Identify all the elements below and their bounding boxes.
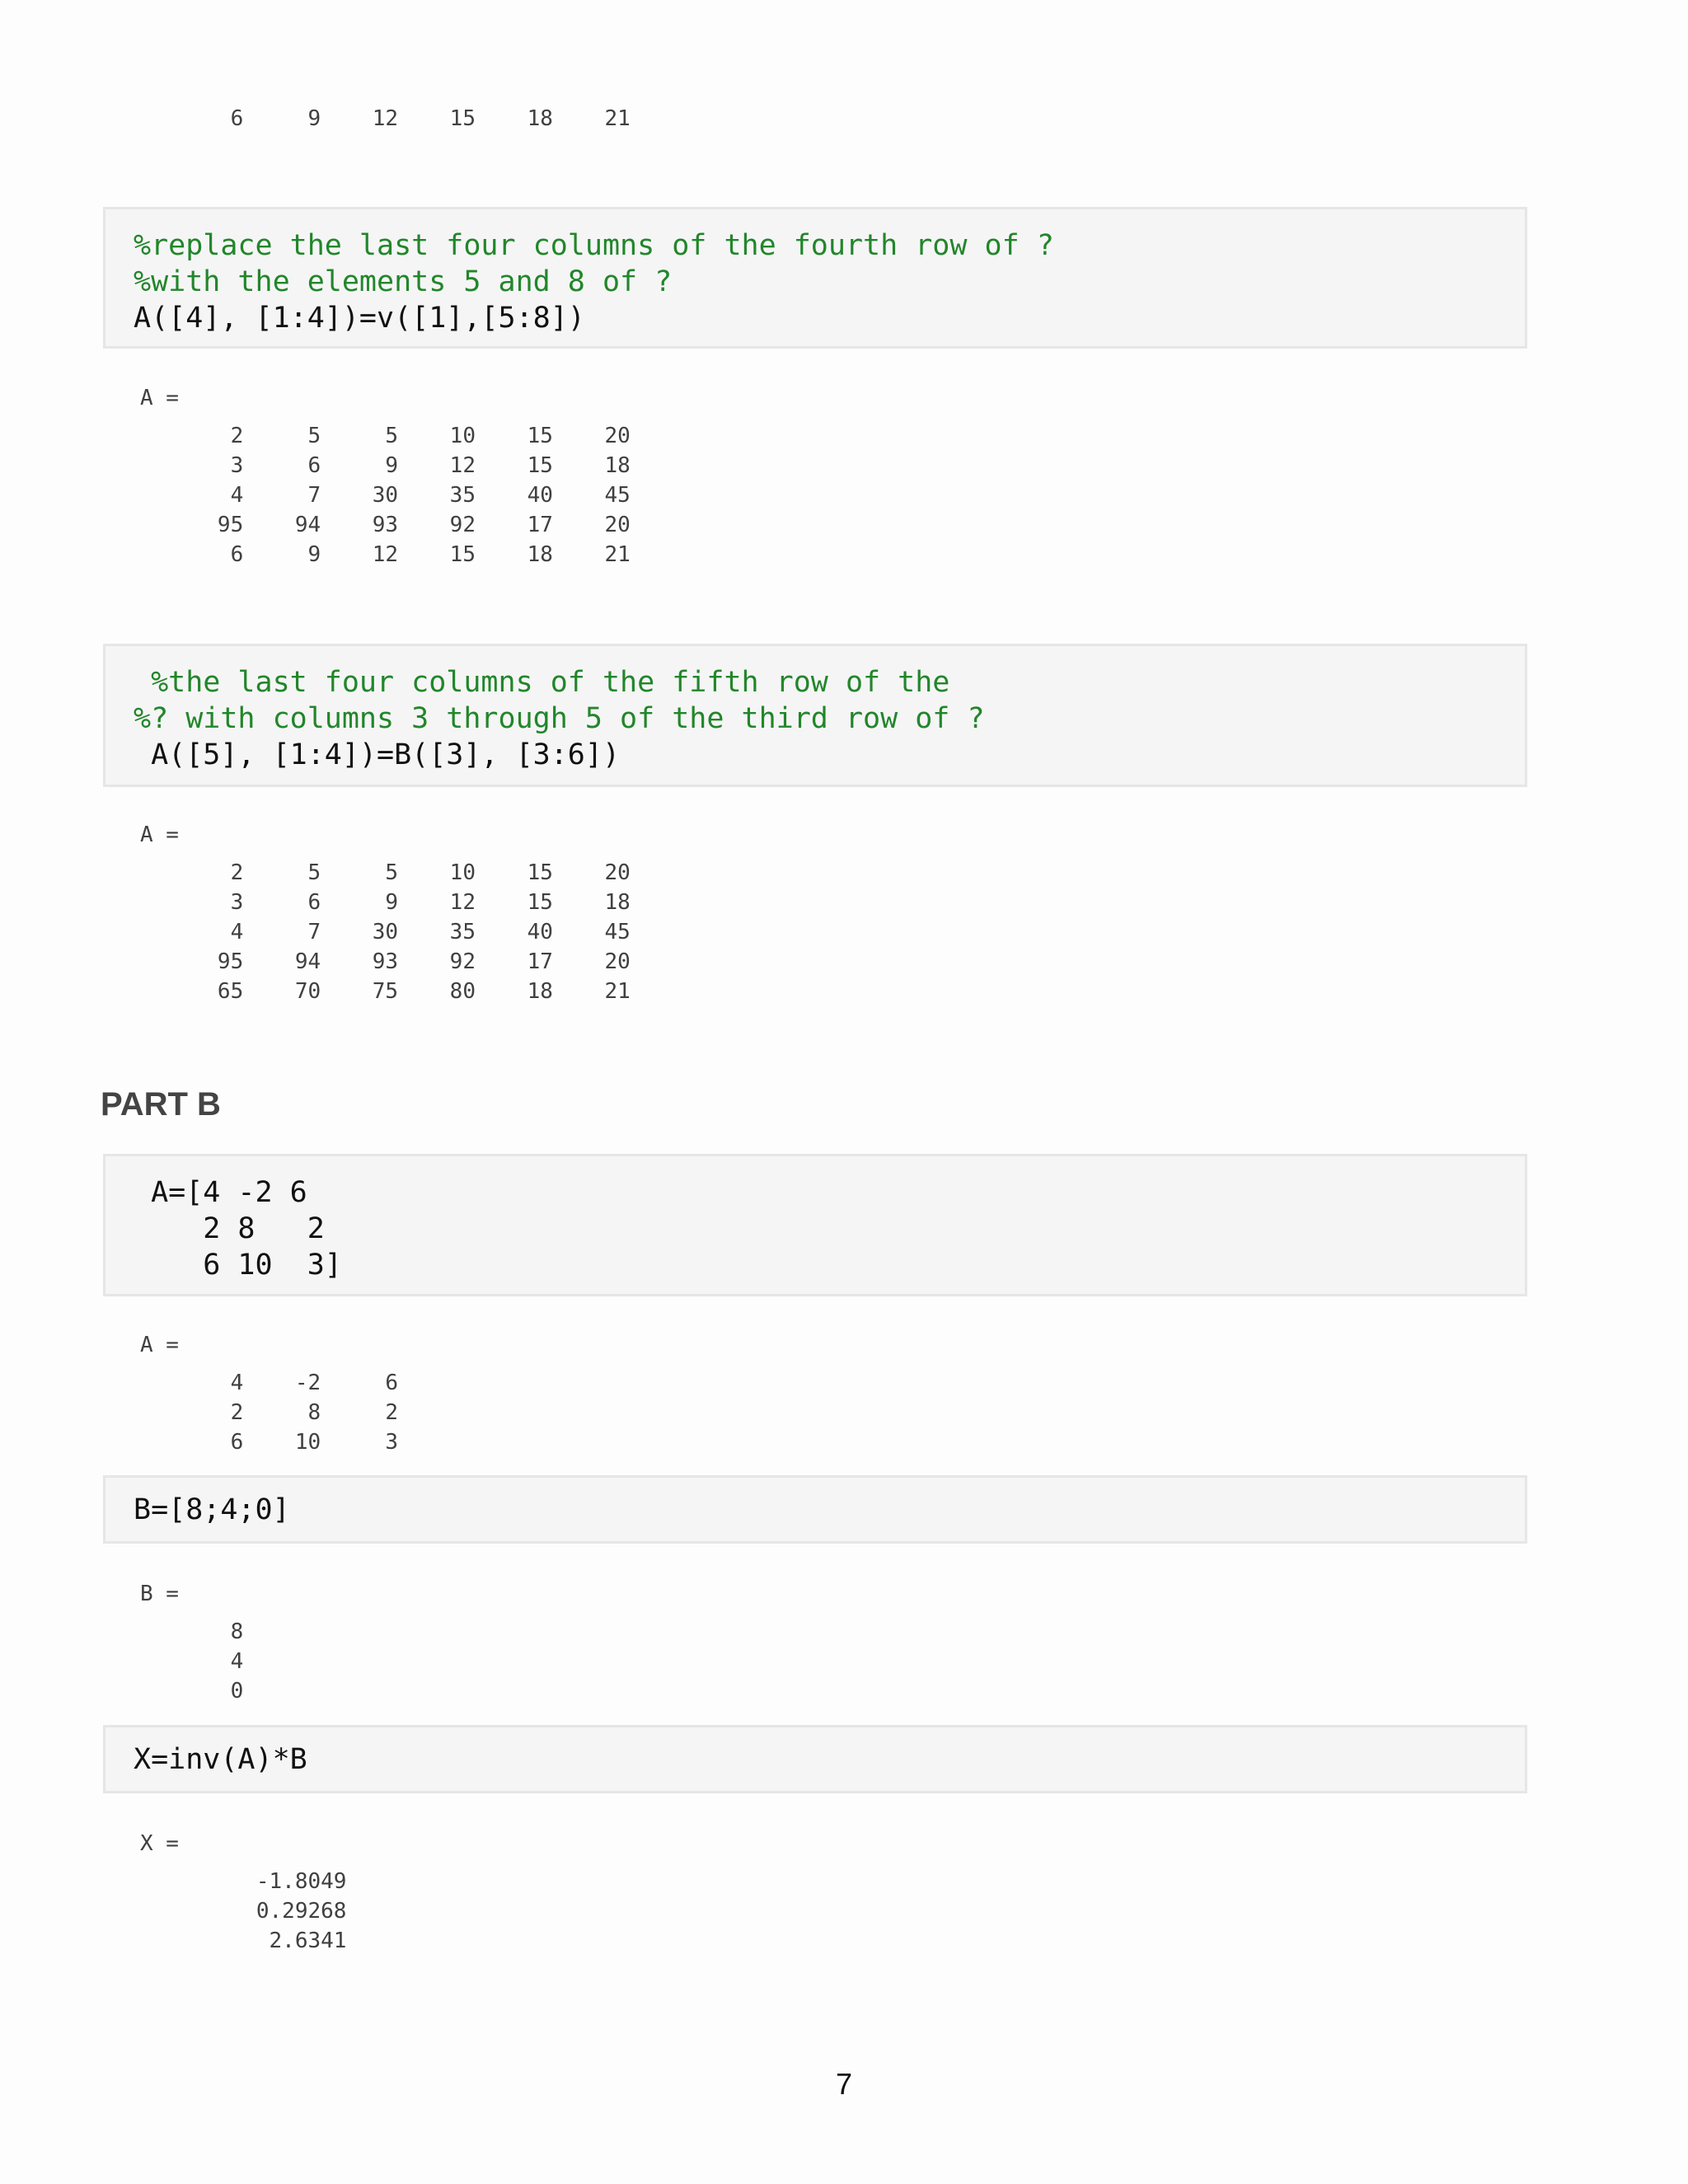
matrix-row: 3 6 9 12 15 18 [140,890,631,915]
matrix-row: 0 [140,1679,244,1704]
code-statement-line: A([5], [1:4])=B([3], [3:6]) [134,738,621,771]
code-comment-line: %replace the last four columns of the fourth row of ? [134,229,1054,262]
output-label: B = [140,1582,179,1606]
matrix-row: 95 94 93 92 17 20 [140,949,631,974]
matrix-row: 4 7 30 35 40 45 [140,920,631,944]
matrix-output-row: 6 9 12 15 18 21 [140,106,631,131]
matrix-row: 4 [140,1649,244,1674]
code-comment-line: %with the elements 5 and 8 of ? [134,265,673,298]
code-comment-line: %the last four columns of the fifth row of the [134,666,950,699]
matrix-row: 6 10 3 [140,1430,399,1455]
output-label: A = [140,1333,179,1357]
matrix-row: 0.29268 [140,1899,347,1924]
output-label: A = [140,386,179,410]
code-statement-line: A=[4 -2 6 [134,1176,307,1209]
matrix-row: 8 [140,1619,244,1644]
matrix-row: 2 5 5 10 15 20 [140,424,631,448]
code-cell-replace-fifth-row[interactable] [103,644,1527,787]
matrix-row: 65 70 75 80 18 21 [140,979,631,1004]
matrix-row: 3 6 9 12 15 18 [140,453,631,478]
code-statement-line: A([4], [1:4])=v([1],[5:8]) [134,302,585,335]
matrix-row: 4 7 30 35 40 45 [140,483,631,508]
code-statement-line: X=inv(A)*B [134,1743,307,1776]
code-cell-define-B[interactable] [103,1475,1527,1544]
matrix-row: 6 9 12 15 18 21 [140,542,631,567]
code-cell-replace-fourth-row[interactable] [103,207,1527,349]
code-comment-line: %? with columns 3 through 5 of the third row of ? [134,702,985,735]
code-statement-line: 6 10 3] [134,1249,342,1282]
output-label: X = [140,1831,179,1856]
matrix-row: -1.8049 [140,1869,347,1894]
page-number: 7 [835,2067,853,2101]
matrix-row: 2.6341 [140,1929,347,1953]
matrix-row: 2 8 2 [140,1400,399,1425]
code-statement-line: 2 8 2 [134,1212,325,1245]
output-label: A = [140,823,179,847]
matrix-row: 4 -2 6 [140,1371,399,1395]
code-statement-line: B=[8;4;0] [134,1493,290,1526]
matrix-row: 95 94 93 92 17 20 [140,513,631,537]
section-heading: PART B [101,1086,221,1122]
matrix-row: 2 5 5 10 15 20 [140,860,631,885]
code-cell-define-A[interactable] [103,1154,1527,1296]
code-cell-solve-X[interactable] [103,1725,1527,1793]
